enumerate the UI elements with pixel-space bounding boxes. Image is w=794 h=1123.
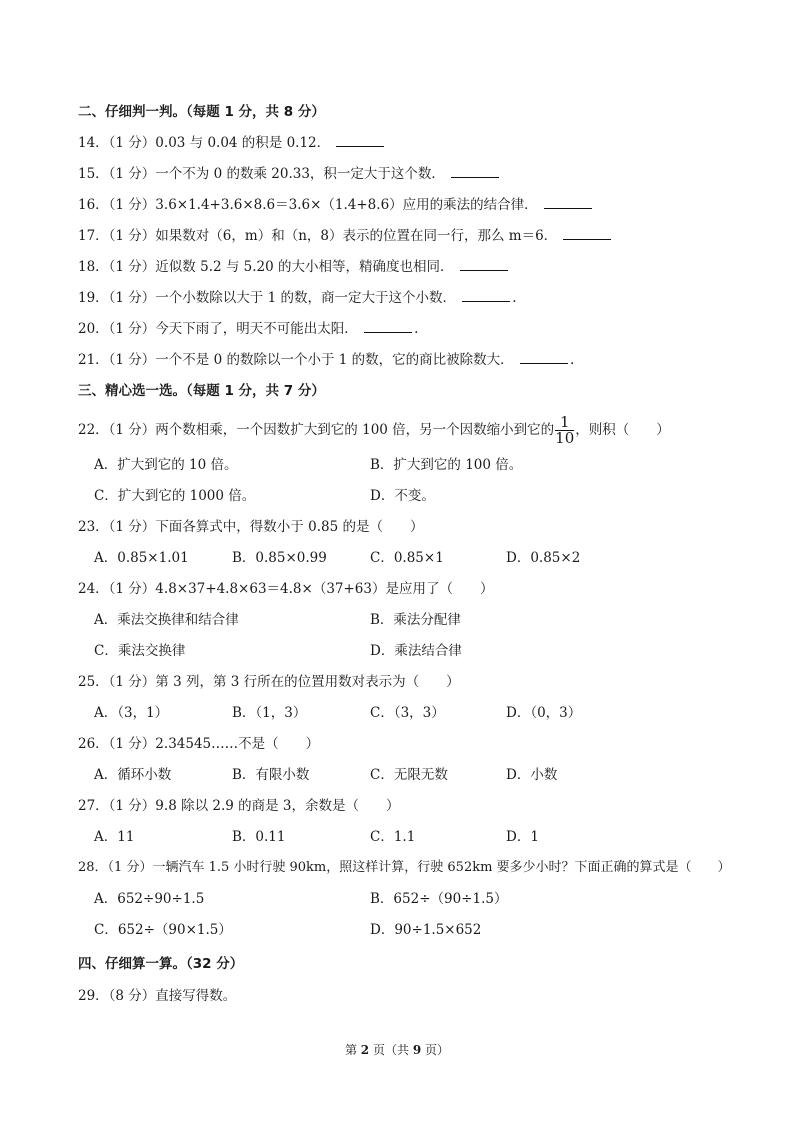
question-19 [78,289,517,307]
option-b[interactable]: B．（1，3） [232,705,307,721]
answer-blank[interactable] [462,289,510,302]
option-a[interactable]: A．（3，1） [94,705,169,721]
answer-blank[interactable] [520,351,568,364]
trailing-period: . [414,321,419,337]
answer-blank[interactable] [336,134,384,147]
section-heading-judge: 二、仔细判一判。（每题 1 分，共 8 分） [78,104,325,120]
question-25: 25．（1 分）第 3 列，第 3 行所在的位置用数对表示为（ ） [78,674,460,690]
option-c[interactable]: C．乘法交换律 [94,643,186,659]
fraction-numerator: 1 [555,415,574,431]
option-c[interactable]: C．（3，3） [370,705,445,721]
trailing-period: . [569,352,575,368]
option-b[interactable]: B．652÷（90÷1.5） [370,891,508,907]
question-20 [78,320,418,338]
question-17 [78,227,613,245]
answer-blank[interactable] [364,320,412,333]
option-a[interactable]: A．乘法交换律和结合律 [94,612,239,628]
option-b[interactable]: B．0.11 [232,829,286,845]
footer-prefix: 第 [344,1043,357,1057]
fraction [555,415,574,446]
trailing-period: . [512,290,517,306]
page-number: 2 [360,1043,370,1057]
page-total: 9 [412,1043,422,1057]
option-d[interactable]: D．0.85×2 [506,550,581,566]
answer-blank[interactable] [544,196,592,209]
question-text: 22．（1 分）两个数相乘，一个因数扩大到它的 100 倍，另一个因数缩小到它的 [78,422,555,438]
question-text: 20．（1 分）今天下雨了，明天不可能出太阳． [78,321,358,337]
option-c[interactable]: C．无限无数 [370,767,448,783]
question-18 [78,258,510,276]
question-26: 26．（1 分）2.34545……不是（ ） [78,736,320,752]
footer-suffix: 页） [425,1043,450,1057]
question-16 [78,196,594,214]
option-a[interactable]: A．652÷90÷1.5 [94,891,205,907]
option-c[interactable]: C．652÷（90×1.5） [94,922,232,938]
fraction-denominator: 10 [555,429,575,447]
question-21 [78,351,574,369]
option-b[interactable]: B．0.85×0.99 [232,550,327,566]
question-29: 29．（8 分）直接写得数。 [78,988,237,1004]
option-d[interactable]: D．90÷1.5×652 [370,922,482,938]
option-d[interactable]: D．不变。 [370,488,435,504]
question-text: 21．（1 分）一个不是 0 的数除以一个小于 1 的数，它的商比被除数大． [78,352,514,368]
option-a[interactable]: A．扩大到它的 10 倍。 [94,457,238,473]
section-heading-choice: 三、精心选一选。（每题 1 分，共 7 分） [78,383,325,399]
question-27: 27．（1 分）9.8 除以 2.9 的商是 3，余数是（ ） [78,798,400,814]
question-22 [78,412,670,448]
question-28: 28．（1 分）一辆汽车 1.5 小时行驶 90km，照这样计算，行驶 652km 要多少小时？下面正确的算式是（ ） [78,860,731,875]
option-a[interactable]: A．循环小数 [94,767,172,783]
option-c[interactable]: C．1.1 [370,829,416,845]
question-text: 15．（1 分）一个不为 0 的数乘 20.33，积一定大于这个数． [78,166,445,182]
option-b[interactable]: B．扩大到它的 100 倍。 [370,457,523,473]
footer-middle: 页（共 [372,1043,409,1057]
question-14 [78,134,386,152]
option-c[interactable]: C．0.85×1 [370,550,444,566]
option-d[interactable]: D．乘法结合律 [370,643,462,659]
answer-blank[interactable] [451,165,499,178]
question-text: 17．（1 分）如果数对（6，m）和（n，8）表示的位置在同一行，那么 m＝6． [78,228,558,244]
option-c[interactable]: C．扩大到它的 1000 倍。 [94,488,256,504]
option-d[interactable]: D．1 [506,829,539,845]
question-23: 23．（1 分）下面各算式中，得数小于 0.85 的是（ ） [78,519,424,535]
question-text: 16．（1 分）3.6×1.4+3.6×8.6＝3.6×（1.4+8.6）应用的乘法的结合律． [78,197,538,213]
answer-blank[interactable] [563,227,611,240]
option-a[interactable]: A．0.85×1.01 [94,550,189,566]
question-text: 19．（1 分）一个小数除以大于 1 的数，商一定大于这个小数． [78,290,456,306]
section-heading-calculate: 四、仔细算一算。（32 分） [78,956,244,972]
question-text-tail: ，则积（ ） [575,422,670,438]
option-a[interactable]: A．11 [94,829,135,845]
answer-blank[interactable] [460,258,508,271]
option-b[interactable]: B．有限小数 [232,767,310,783]
question-24: 24．（1 分）4.8×37+4.8×63＝4.8×（37+63）是应用了（ ） [78,581,494,597]
question-15 [78,165,501,183]
question-text: 14．（1 分）0.03 与 0.04 的积是 0.12． [78,135,331,151]
option-b[interactable]: B．乘法分配律 [370,612,461,628]
page-footer [0,1041,794,1058]
question-text: 18．（1 分）近似数 5.2 与 5.20 的大小相等，精确度也相同． [78,259,454,275]
option-d[interactable]: D．小数 [506,767,558,783]
option-d[interactable]: D．（0，3） [506,705,582,721]
